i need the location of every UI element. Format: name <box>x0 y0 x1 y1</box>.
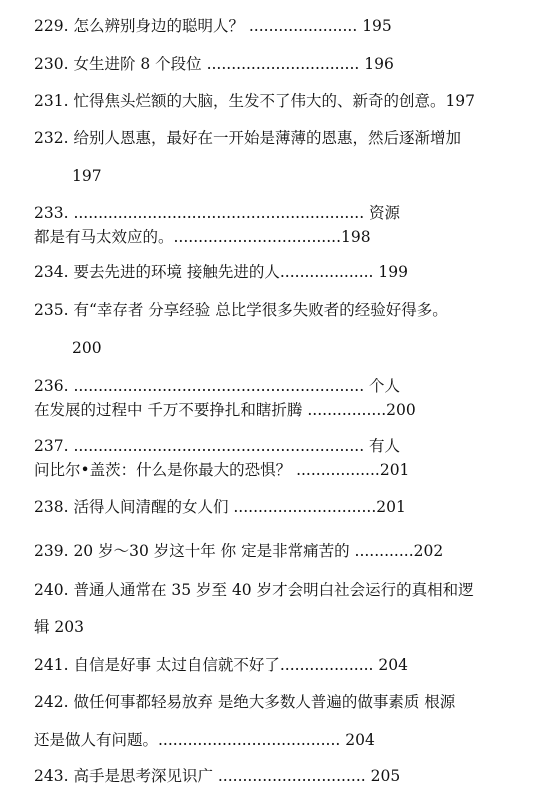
toc-entry: 200 <box>72 339 102 357</box>
toc-entry: 229. 怎么辨别身边的聪明人？ ...................... 195 <box>34 17 392 35</box>
toc-entry: 242. 做任何事都轻易放弃 是绝大多数人普遍的做事素质 根源 <box>34 693 456 711</box>
toc-entry: 233. ........................................................... 资源 <box>34 204 401 222</box>
toc-entry: 236. ........................................................... 个人 <box>34 377 401 395</box>
toc-entry: 230. 女生进阶 8 个段位 ............................... 196 <box>34 55 394 73</box>
toc-entry: 197 <box>72 167 102 185</box>
toc-entry: 在发展的过程中 千万不要挣扎和瞎折腾 ................200 <box>34 401 416 419</box>
toc-entry: 辑 203 <box>34 618 85 636</box>
toc-entry: 241. 自信是好事 太过自信就不好了................... 204 <box>34 656 408 674</box>
toc-entry: 240. 普通人通常在 35 岁至 40 岁才会明白社会运行的真相和逻 <box>34 581 474 599</box>
toc-entry: 239. 20 岁〜30 岁这十年 你 定是非常痛苦的 ............202 <box>34 542 444 560</box>
toc-entry: 243. 高手是思考深见识广 .............................. 205 <box>34 767 401 785</box>
toc-entry: 238. 活得人间清醒的女人们 .............................201 <box>34 498 406 516</box>
toc-entry: 都是有马太效应的。..................................198 <box>34 228 371 246</box>
toc-entry: 232. 给别人恩惠，最好在一开始是薄薄的恩惠，然后逐渐增加 <box>34 129 461 147</box>
toc-entry: 234. 要去先进的环境 接触先进的人................... 199 <box>34 263 408 281</box>
toc-entry: 237. ........................................................... 有人 <box>34 437 401 455</box>
toc-entry: 231. 忙得焦头烂额的大脑，生发不了伟大的、新奇的创意。197 <box>34 92 476 110</box>
toc-entry: 235. 有“幸存者 分享经验 总比学很多失败者的经验好得多。 <box>34 301 448 319</box>
toc-entry: 还是做人有问题。..................................... 204 <box>34 731 375 749</box>
toc-entry: 问比尔•盖茨：什么是你最大的恐惧？ .................201 <box>34 461 410 479</box>
